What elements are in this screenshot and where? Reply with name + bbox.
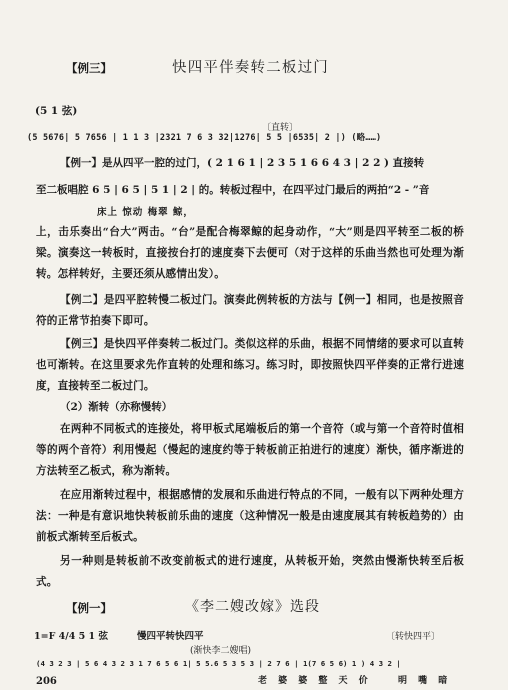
score-key: (5 1 弦) xyxy=(35,105,78,117)
paragraph: 在应用渐转过程中，根据感情的发展和乐曲进行特点的不同，一般有以下两种处理方法：一种是有意识地快转板前乐曲的速度（这种情况一般是由速度展其有转板趋势的）由前板式渐转至后板式。 xyxy=(36,489,464,543)
paragraph: 【例三】是快四平伴奏转二板过门。类似这样的乐曲，根据不同情绪的要求可以直转也可渐转。在这里要求先作直转的处理和练习。练习时，即按照快四平伴奏的正常行进速度，直接转至二板过门。 xyxy=(36,338,464,392)
score-sub: (渐快李二嫂唱) xyxy=(190,646,252,656)
paragraph: 另一种则是转板前不改变前板式的进行速度，从转板开始，突然由慢渐快转至后板式。 xyxy=(36,555,464,588)
example-title: 《李二嫂改嫁》选段 xyxy=(185,599,320,615)
lyrics-small: 床上 惊动 梅翠 鲸， xyxy=(97,207,194,218)
score-key: 1=F 4/4 5 1 弦 xyxy=(34,631,108,642)
score-annotation-right: 〔转快四平〕 xyxy=(386,632,441,642)
lyrics: 老 婆 婆 整 天 价 xyxy=(258,676,372,686)
para-lead xyxy=(60,155,424,170)
paragraph: 上，击乐奏出“台大”两击。“台”是配合梅翠鲸的起身动作，“大”则是四平转至二板的桥梁。演奏这一转板时，直接按台打的速度奏下去便可（对于这样的乐曲当然也可处理为渐转。怎样转好，主要还须从感情出发）。 xyxy=(36,226,464,280)
example-label: 【例三】 xyxy=(66,61,112,75)
page-number: 206 xyxy=(36,676,57,687)
lyrics-right: 明 嘴 暗 xyxy=(398,676,452,686)
section-heading: （2）渐转（亦称慢转） xyxy=(60,401,173,413)
para-lead-text: 是从四平一腔的过门，( 2 1 6 1 | 2 3 5 1 6 6 4 3 | 2 2 ) 直接转 xyxy=(102,157,425,169)
paragraph: 【例二】是四平腔转慢二板过门。演奏此例转板的方法与【例一】相同，也是按照音符的正常节拍奏下即可。 xyxy=(36,294,464,327)
score-annotation: 〔直转〕 xyxy=(262,123,299,133)
score-tempo: 慢四平转快四平 xyxy=(137,631,204,642)
score-notation: (4 3 2 3 | 5 6 4 3 2 3 1 7 6 5 6 1| 5 5.6 5 3 5 3 | 2 7 6 | 1(7 6 5 6) 1 ) 4 3 2 | xyxy=(36,659,401,668)
para-line: 至二板唱腔 6 5 | 6 5 | 5 1 | 2 | 的。转板过程中，在四平过门最后的两拍“2 - ”音 xyxy=(36,184,430,196)
para-lead-label: 【例一】 xyxy=(60,157,102,169)
paragraph: 在两种不同板式的连接处，将甲板式尾端板后的第一个音符（或与第一个音符时值相等的两个音符）利用慢起（慢起的速度约等于转板前正拍进行的速度）渐快，循序渐进的方法转至乙板式，称为渐转。 xyxy=(36,423,464,477)
example-title: 快四平伴奏转二板过门 xyxy=(172,60,329,76)
example-label: 【例一】 xyxy=(66,601,112,615)
score-notation: (5 5676| 5 7656 | 1 1 3 |2321 7 6 3 32|1276| 5 5 |6535| 2 |) (略……) xyxy=(27,133,382,143)
